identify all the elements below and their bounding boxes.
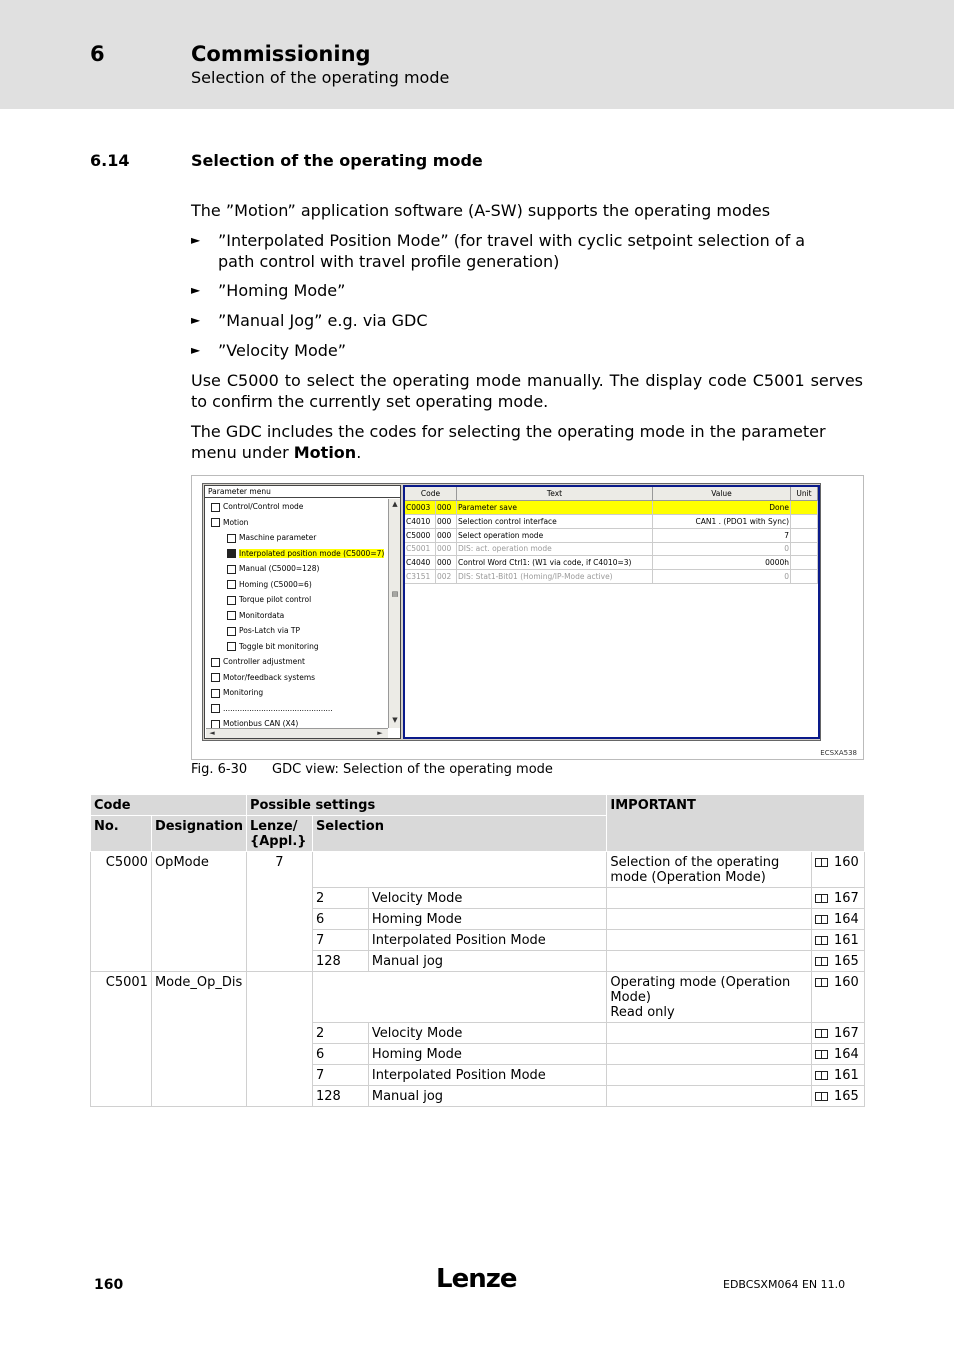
scroll-right-icon[interactable]: ► bbox=[377, 729, 383, 737]
lenze-logo: Lenze bbox=[436, 1264, 517, 1294]
page-reference[interactable] bbox=[812, 852, 865, 888]
parameter-table bbox=[90, 794, 865, 1107]
tree-item-label: .............................................. bbox=[223, 703, 333, 713]
folder-icon bbox=[227, 534, 236, 543]
page-reference[interactable] bbox=[812, 1023, 865, 1044]
tree-item[interactable] bbox=[227, 624, 300, 637]
folder-icon bbox=[227, 596, 236, 605]
grid-cell-value[interactable]: 0 bbox=[653, 570, 791, 584]
bullet-arrow-icon: ► bbox=[191, 313, 201, 327]
option-name: Interpolated Position Mode bbox=[368, 1065, 607, 1086]
important-empty bbox=[607, 888, 812, 909]
tree-item[interactable] bbox=[211, 516, 248, 529]
scroll-down-icon[interactable]: ▼ bbox=[392, 716, 398, 724]
tree-item-label: Motionbus CAN (X4) bbox=[223, 719, 299, 728]
section-title: Selection of the operating mode bbox=[191, 151, 483, 170]
option-value: 6 bbox=[312, 1044, 368, 1065]
page-reference[interactable] bbox=[812, 951, 865, 972]
important-note: Selection of the operating mode (Operation Mode) bbox=[607, 852, 812, 888]
grid-header-code[interactable]: Code bbox=[405, 487, 457, 501]
book-icon bbox=[815, 1029, 828, 1038]
book-icon bbox=[815, 1071, 828, 1080]
folder-icon bbox=[227, 627, 236, 636]
option-name: Manual jog bbox=[368, 1086, 607, 1107]
gdc-paragraph-bold: Motion bbox=[293, 443, 357, 462]
grid-cell-code[interactable]: C5000 bbox=[405, 529, 436, 543]
important-note: Operating mode (Operation Mode) Read only bbox=[607, 972, 812, 1023]
lenze-default bbox=[246, 972, 312, 1107]
page-reference[interactable] bbox=[812, 909, 865, 930]
grid-cell-value[interactable]: 0000h bbox=[653, 556, 791, 570]
page-reference-number: 164 bbox=[834, 1047, 859, 1062]
grid-cell-unit[interactable] bbox=[791, 515, 818, 529]
table-header-lenze: Lenze/ {Appl.} bbox=[246, 816, 312, 852]
grid-cell-code[interactable]: C4010 bbox=[405, 515, 436, 529]
bullet-arrow-icon: ► bbox=[191, 233, 201, 247]
selection-empty bbox=[312, 972, 606, 1023]
table-header-important: IMPORTANT bbox=[607, 795, 865, 852]
page-reference[interactable] bbox=[812, 1065, 865, 1086]
page-reference[interactable] bbox=[812, 1044, 865, 1065]
tree-item[interactable] bbox=[211, 655, 305, 668]
table-header-possible-settings: Possible settings bbox=[246, 795, 606, 816]
table-header-selection: Selection bbox=[312, 816, 606, 852]
bullet-text: ”Manual Jog” e.g. via GDC bbox=[218, 311, 428, 330]
designation: OpMode bbox=[151, 852, 246, 972]
option-value: 128 bbox=[312, 1086, 368, 1107]
grid-cell-sub[interactable]: 000 bbox=[436, 515, 457, 529]
tree-item-label: Control/Control mode bbox=[223, 502, 304, 511]
table-header-code: Code bbox=[91, 795, 247, 816]
intro-paragraph: The ”Motion” application software (A-SW) supports the operating modes bbox=[191, 201, 771, 220]
tree-item[interactable] bbox=[227, 640, 319, 653]
option-value: 7 bbox=[312, 1065, 368, 1086]
option-name: Manual jog bbox=[368, 951, 607, 972]
parameter-menu-tree bbox=[204, 485, 401, 739]
tree-item[interactable] bbox=[211, 702, 333, 715]
figure-caption-text: GDC view: Selection of the operating mode bbox=[272, 762, 553, 777]
page-reference-number: 161 bbox=[834, 933, 859, 948]
grid-cell-code[interactable]: C0003 bbox=[405, 501, 436, 515]
designation: Mode_Op_Dis bbox=[151, 972, 246, 1107]
tree-item-label: Manual (C5000=128) bbox=[239, 564, 320, 573]
folder-icon bbox=[211, 503, 220, 512]
folder-icon bbox=[227, 565, 236, 574]
gdc-paragraph bbox=[191, 421, 863, 463]
tree-item[interactable] bbox=[227, 531, 316, 544]
bullet-text: ”Velocity Mode” bbox=[218, 341, 347, 360]
grid-cell-code[interactable]: C4040 bbox=[405, 556, 436, 570]
grid-header-value[interactable]: Value bbox=[653, 487, 791, 501]
page-reference[interactable] bbox=[812, 972, 865, 1023]
tree-item-label: Homing (C5000=6) bbox=[239, 579, 312, 589]
chapter-subtitle: Selection of the operating mode bbox=[191, 68, 450, 87]
document-id: EDBCSXM064 EN 11.0 bbox=[723, 1278, 846, 1291]
grid-cell-value[interactable]: 0 bbox=[653, 542, 791, 556]
grid-cell-sub[interactable]: 000 bbox=[436, 556, 457, 570]
book-icon bbox=[815, 936, 828, 945]
grid-cell-value[interactable]: Done bbox=[653, 501, 791, 515]
grid-cell-value[interactable]: 7 bbox=[653, 529, 791, 543]
scroll-up-icon[interactable]: ▲ bbox=[392, 500, 398, 508]
chapter-title: Commissioning bbox=[191, 42, 371, 66]
scroll-left-icon[interactable]: ◄ bbox=[209, 729, 215, 737]
use-paragraph: Use C5000 to select the operating mode manually. The display code C5001 serves to confirm the currently set operating mode. bbox=[191, 371, 863, 411]
figure-caption-number: Fig. 6-30 bbox=[191, 762, 248, 777]
tree-item[interactable] bbox=[211, 500, 303, 513]
gdc-paragraph-text: The GDC includes the codes for selecting the operating mode in the parameter menu under bbox=[191, 422, 826, 462]
option-value: 2 bbox=[312, 888, 368, 909]
tree-item-label: Motor/feedback systems bbox=[223, 672, 316, 682]
page-reference-number: 167 bbox=[834, 1026, 859, 1041]
book-icon bbox=[815, 1092, 828, 1101]
page-reference-number: 165 bbox=[834, 954, 859, 969]
bullet-text: ”Interpolated Position Mode” (for travel with cyclic setpoint selection of a path control with travel profile generation) bbox=[218, 231, 806, 271]
bullet-arrow-icon: ► bbox=[191, 283, 201, 297]
grid-cell-sub[interactable]: 000 bbox=[436, 542, 457, 556]
option-name: Velocity Mode bbox=[368, 1023, 607, 1044]
grid-cell-text[interactable]: Select operation mode bbox=[457, 529, 653, 543]
grid-header-text[interactable]: Text bbox=[457, 487, 653, 501]
tree-item-label: Controller adjustment bbox=[223, 657, 305, 666]
tree-item-label: Monitordata bbox=[239, 610, 285, 620]
chapter-header-band bbox=[0, 0, 954, 109]
page-reference[interactable] bbox=[812, 1086, 865, 1107]
folder-icon bbox=[211, 518, 220, 527]
folder-icon bbox=[211, 689, 220, 698]
grid-cell-sub[interactable]: 000 bbox=[436, 501, 457, 515]
important-empty bbox=[607, 909, 812, 930]
tree-item-label: Torque pilot control bbox=[239, 595, 312, 604]
book-icon bbox=[815, 894, 828, 903]
important-empty bbox=[607, 1023, 812, 1044]
book-icon bbox=[815, 978, 828, 987]
grid-cell-unit[interactable] bbox=[791, 542, 818, 556]
lenze-default: 7 bbox=[246, 852, 312, 972]
tree-item[interactable] bbox=[211, 671, 315, 684]
grid-cell-unit[interactable] bbox=[791, 570, 818, 584]
section-number: 6.14 bbox=[90, 151, 130, 170]
grid-header-unit[interactable]: Unit bbox=[791, 487, 818, 501]
table-header-no: No. bbox=[91, 816, 152, 852]
tree-item[interactable] bbox=[227, 609, 284, 622]
grid-cell-text[interactable]: DIS: act. operation mode bbox=[457, 542, 653, 556]
page-reference[interactable] bbox=[812, 888, 865, 909]
option-value: 128 bbox=[312, 951, 368, 972]
page-reference-number: 160 bbox=[834, 855, 859, 870]
tree-item[interactable] bbox=[227, 562, 319, 575]
tree-item[interactable] bbox=[227, 593, 311, 606]
bullet-item bbox=[191, 310, 863, 331]
book-icon bbox=[815, 915, 828, 924]
tree-horizontal-scrollbar[interactable] bbox=[206, 728, 388, 738]
page-reference-number: 164 bbox=[834, 912, 859, 927]
tree-item-label: Pos-Latch via TP bbox=[239, 626, 301, 635]
code-number: C5001 bbox=[91, 972, 152, 1107]
page-reference-number: 161 bbox=[834, 1068, 859, 1083]
table-row bbox=[91, 852, 865, 888]
grid-cell-value[interactable]: CAN1 . (PDO1 with Sync) bbox=[653, 515, 791, 529]
important-empty bbox=[607, 1065, 812, 1086]
folder-icon bbox=[227, 642, 236, 651]
book-icon bbox=[815, 858, 828, 867]
code-number: C5000 bbox=[91, 852, 152, 972]
bullet-arrow-icon: ► bbox=[191, 343, 201, 357]
tree-item[interactable] bbox=[227, 578, 312, 591]
tree-item-label: Motion bbox=[223, 517, 249, 527]
table-header-designation: Designation bbox=[151, 816, 246, 852]
folder-icon bbox=[211, 704, 220, 713]
tree-item-label: Monitoring bbox=[223, 688, 264, 697]
grid-cell-text[interactable]: Selection control interface bbox=[457, 515, 653, 529]
grid-cell-unit[interactable] bbox=[791, 529, 818, 543]
tree-item[interactable] bbox=[227, 547, 384, 560]
chapter-number: 6 bbox=[90, 42, 105, 66]
option-value: 7 bbox=[312, 930, 368, 951]
book-icon bbox=[815, 1050, 828, 1059]
option-value: 2 bbox=[312, 1023, 368, 1044]
gdc-paragraph-end: . bbox=[356, 443, 362, 462]
grid-cell-sub[interactable]: 000 bbox=[436, 529, 457, 543]
grid-cell-sub[interactable]: 002 bbox=[436, 570, 457, 584]
grid-cell-code[interactable]: C3151 bbox=[405, 570, 436, 584]
grid-cell-text[interactable]: DIS: Stat1-Bit01 (Homing/IP-Mode active) bbox=[457, 570, 653, 584]
folder-icon bbox=[227, 611, 236, 620]
tree-item[interactable] bbox=[211, 686, 263, 699]
bullet-item bbox=[191, 280, 863, 301]
tree-item-label: Maschine parameter bbox=[239, 533, 317, 542]
option-name: Homing Mode bbox=[368, 1044, 607, 1065]
bullet-text: ”Homing Mode” bbox=[218, 281, 346, 300]
bullet-item bbox=[191, 230, 863, 272]
option-name: Interpolated Position Mode bbox=[368, 930, 607, 951]
grid-cell-code[interactable]: C5001 bbox=[405, 542, 436, 556]
option-value: 6 bbox=[312, 909, 368, 930]
option-name: Velocity Mode bbox=[368, 888, 607, 909]
page-number: 160 bbox=[94, 1277, 124, 1293]
folder-icon bbox=[211, 673, 220, 682]
grid-cell-text[interactable]: Control Word Ctrl1: (W1 via code, if C4010=3) bbox=[457, 556, 653, 570]
folder-icon bbox=[211, 658, 220, 667]
page-reference-number: 160 bbox=[834, 975, 859, 990]
code-grid bbox=[403, 485, 820, 739]
page-reference-number: 165 bbox=[834, 1089, 859, 1104]
option-name: Homing Mode bbox=[368, 909, 607, 930]
grid-cell-unit[interactable] bbox=[791, 556, 818, 570]
tree-header: Parameter menu bbox=[205, 486, 400, 498]
important-empty bbox=[607, 1086, 812, 1107]
tree-vertical-scrollbar[interactable] bbox=[388, 499, 400, 728]
grid-cell-text[interactable]: Parameter save bbox=[457, 501, 653, 515]
table-row bbox=[91, 972, 865, 1023]
bullet-item bbox=[191, 340, 863, 361]
scroll-thumb-icon[interactable]: ▤ bbox=[391, 590, 399, 598]
folder-icon bbox=[227, 580, 236, 589]
tree-item-label: Toggle bit monitoring bbox=[239, 641, 319, 651]
figure-id: ECSXA538 bbox=[820, 749, 857, 757]
book-icon bbox=[815, 957, 828, 966]
selection-empty bbox=[312, 852, 606, 888]
tree-item-label: Interpolated position mode (C5000=7) bbox=[239, 548, 385, 558]
important-empty bbox=[607, 930, 812, 951]
important-empty bbox=[607, 951, 812, 972]
gdc-figure bbox=[191, 475, 864, 760]
grid-cell-unit[interactable] bbox=[791, 501, 818, 515]
folder-icon bbox=[227, 549, 236, 558]
page-reference[interactable] bbox=[812, 930, 865, 951]
important-empty bbox=[607, 1044, 812, 1065]
page-reference-number: 167 bbox=[834, 891, 859, 906]
gdc-window bbox=[202, 483, 821, 741]
